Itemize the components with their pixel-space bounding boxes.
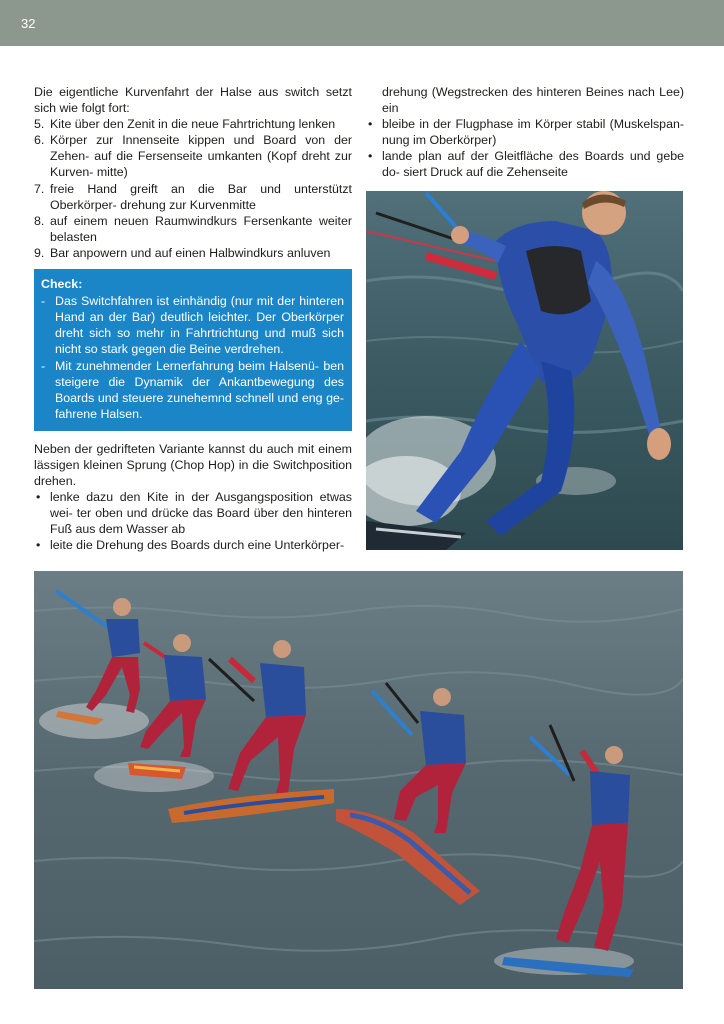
photo-sequence-illustration xyxy=(34,571,683,989)
photo-kitesurfer-boy xyxy=(366,191,683,550)
step-text: Bar anpowern und auf einen Halbwindkurs anluven xyxy=(50,245,331,260)
step-item xyxy=(34,181,352,213)
step-number: 7. xyxy=(34,181,45,196)
left-column xyxy=(34,84,352,554)
step-text: auf einem neuen Raumwindkurs Fersenkante weiter belasten xyxy=(50,213,352,244)
check-box xyxy=(34,269,352,431)
step-item xyxy=(34,116,352,132)
bullet-marker: • xyxy=(36,490,41,505)
header-bar xyxy=(0,0,724,46)
bullet-marker: • xyxy=(36,538,41,553)
photo-sequence-chop-hop xyxy=(34,571,683,989)
bullet-item xyxy=(366,148,684,180)
step-item xyxy=(34,245,352,261)
chop-hop-paragraph: Neben der gedrifteten Variante kannst du auch mit einem lässigen kleinen Sprung (Chop Hop) in die Switchposition drehen. xyxy=(34,441,352,489)
bullet-marker: • xyxy=(368,117,373,132)
check-item-text: Mit zunehmender Lernerfahrung beim Halsenü- ben steigere die Dynamik der Ankantbewegung des Boards und steuere zunehemnd schnell und eng ge- fahrene Halsen. xyxy=(55,358,344,421)
check-title: Check: xyxy=(41,277,83,292)
step-item xyxy=(34,213,352,245)
bullet-continuation: drehung (Wegstrecken des hinteren Beines nach Lee) ein xyxy=(382,85,684,116)
right-column xyxy=(366,84,684,181)
step-item xyxy=(34,132,352,180)
step-number: 5. xyxy=(34,117,45,132)
intro-paragraph: Die eigentliche Kurvenfahrt der Halse aus switch setzt sich wie folgt fort: xyxy=(34,85,352,116)
chop-bullets-left xyxy=(34,489,352,553)
step-text: freie Hand greift an die Bar und unterstützt Oberkörper- drehung zur Kurvenmitte xyxy=(50,181,352,212)
check-item xyxy=(41,358,344,422)
photo-kitesurfer-boy-illustration xyxy=(366,191,683,550)
step-text: Kite über den Zenit in die neue Fahrtrichtung lenken xyxy=(50,117,336,132)
bullet-item xyxy=(34,489,352,537)
steps-list xyxy=(34,116,352,261)
bullet-text: lande plan auf der Gleitfläche des Boards und gebe do- siert Druck auf die Zehenseite xyxy=(382,149,684,180)
check-item-text: Das Switchfahren ist einhändig (nur mit der hinteren Hand an der Bar) deutlich leichter. Der Oberkörper dreht sich so mehr in Fahrtrichtung und muß sich nicht so stark gegen die Beine verdrehen. xyxy=(55,294,344,357)
dash-marker: - xyxy=(41,358,46,373)
dash-marker: - xyxy=(41,294,46,309)
bullet-item xyxy=(34,537,352,553)
page-number: 32 xyxy=(21,16,36,31)
bullet-text: bleibe in der Flugphase im Körper stabil (Muskelspan- nung im Oberkörper) xyxy=(382,117,684,148)
step-number: 6. xyxy=(34,133,45,148)
bullet-item xyxy=(366,116,684,148)
check-item xyxy=(41,293,344,357)
chop-bullets-right xyxy=(366,116,684,180)
step-text: Körper zur Innenseite kippen und Board von der Zehen- auf die Fersenseite umkanten (Kopf dreht zur Kurven- mitte) xyxy=(50,133,352,180)
bullet-text: lenke dazu den Kite in der Ausgangsposition etwas wei- ter oben und drücke das Board über den hinteren Fuß aus dem Wasser ab xyxy=(50,490,352,537)
bullet-text: leite die Drehung des Boards durch eine Unterkörper- xyxy=(50,538,345,553)
step-number: 9. xyxy=(34,245,45,260)
step-number: 8. xyxy=(34,213,45,228)
bullet-marker: • xyxy=(368,149,373,164)
